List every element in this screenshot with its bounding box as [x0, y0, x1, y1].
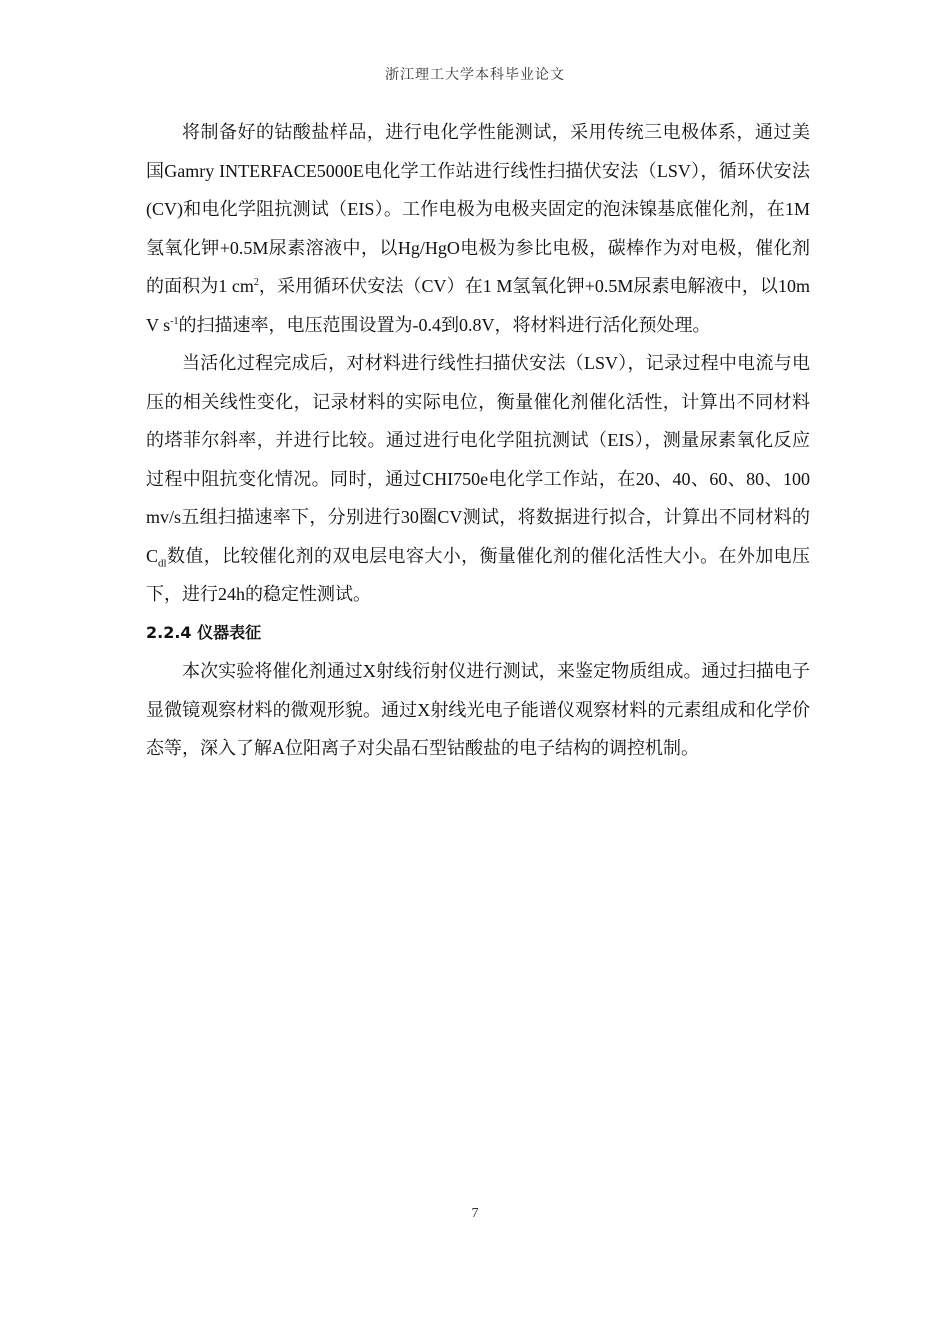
- page-number: 7: [471, 1206, 479, 1221]
- section-heading: 2.2.4 仪器表征: [146, 622, 262, 642]
- paragraph-text: 当活化过程完成后，对材料进行线性扫描伏安法（LSV），记录过程中电流与电压的相关线性变化，记录材料的实际电位，衡量催化剂催化活性，计算出不同材料的塔菲尔斜率，并进行比较。通过进行电化学阻抗测试（EIS），测量尿素氧化反应过程中阻抗变化情况。同时，通过CHI750e电化学工作站，在20、40、60、80、100mv/s五组扫描速率下，分别进行30圈CV测试，将数据进行拟合，计算出不同材料的C: [146, 353, 810, 566]
- paragraph-text: 将制备好的钴酸盐样品，进行电化学性能测试，采用传统三电极体系，通过美国Gamry INTERFACE5000E电化学工作站进行线性扫描伏安法（LSV），循环伏安法(CV)和电化学阻抗测试（EIS）。工作电极为电极夹固定的泡沫镍基底催化剂，在1M氢氧化钾+0.5M尿素溶液中，以Hg/HgO电极为参比电极，碳棒作为对电极，催化剂的面积为1 cm: [146, 122, 810, 296]
- superscript: 2: [253, 277, 259, 288]
- superscript: -1: [170, 315, 179, 327]
- paragraph-electrochemical-test: [146, 113, 810, 344]
- paragraph-lsv-eis: [146, 344, 810, 614]
- paragraph-text: 数值，比较催化剂的双电层电容大小，衡量催化剂的催化活性大小。在外加电压下，进行24h的稳定性测试。: [146, 545, 810, 604]
- paragraph-text: 本次实验将催化剂通过X射线衍射仪进行测试，来鉴定物质组成。通过扫描电子显微镜观察材料的微观形貌。通过X射线光电子能谱仪观察材料的元素组成和化学价态等，深入了解A位阳离子对尖晶石型钴酸盐的电子结构的调控机制。: [146, 661, 810, 758]
- paragraph-text: 的扫描速率，电压范围设置为-0.4到0.8V，将材料进行活化预处理。: [178, 314, 711, 335]
- paragraph-instrument-characterization: [146, 652, 810, 768]
- paragraph-text: ，采用循环伏安法（CV）在1 M氢氧化钾+0.5M尿素电解液中，以10mV s: [146, 276, 810, 335]
- running-header: 浙江理工大学本科毕业论文: [385, 67, 565, 83]
- subscript: dl: [158, 557, 167, 570]
- body-text: [146, 113, 810, 768]
